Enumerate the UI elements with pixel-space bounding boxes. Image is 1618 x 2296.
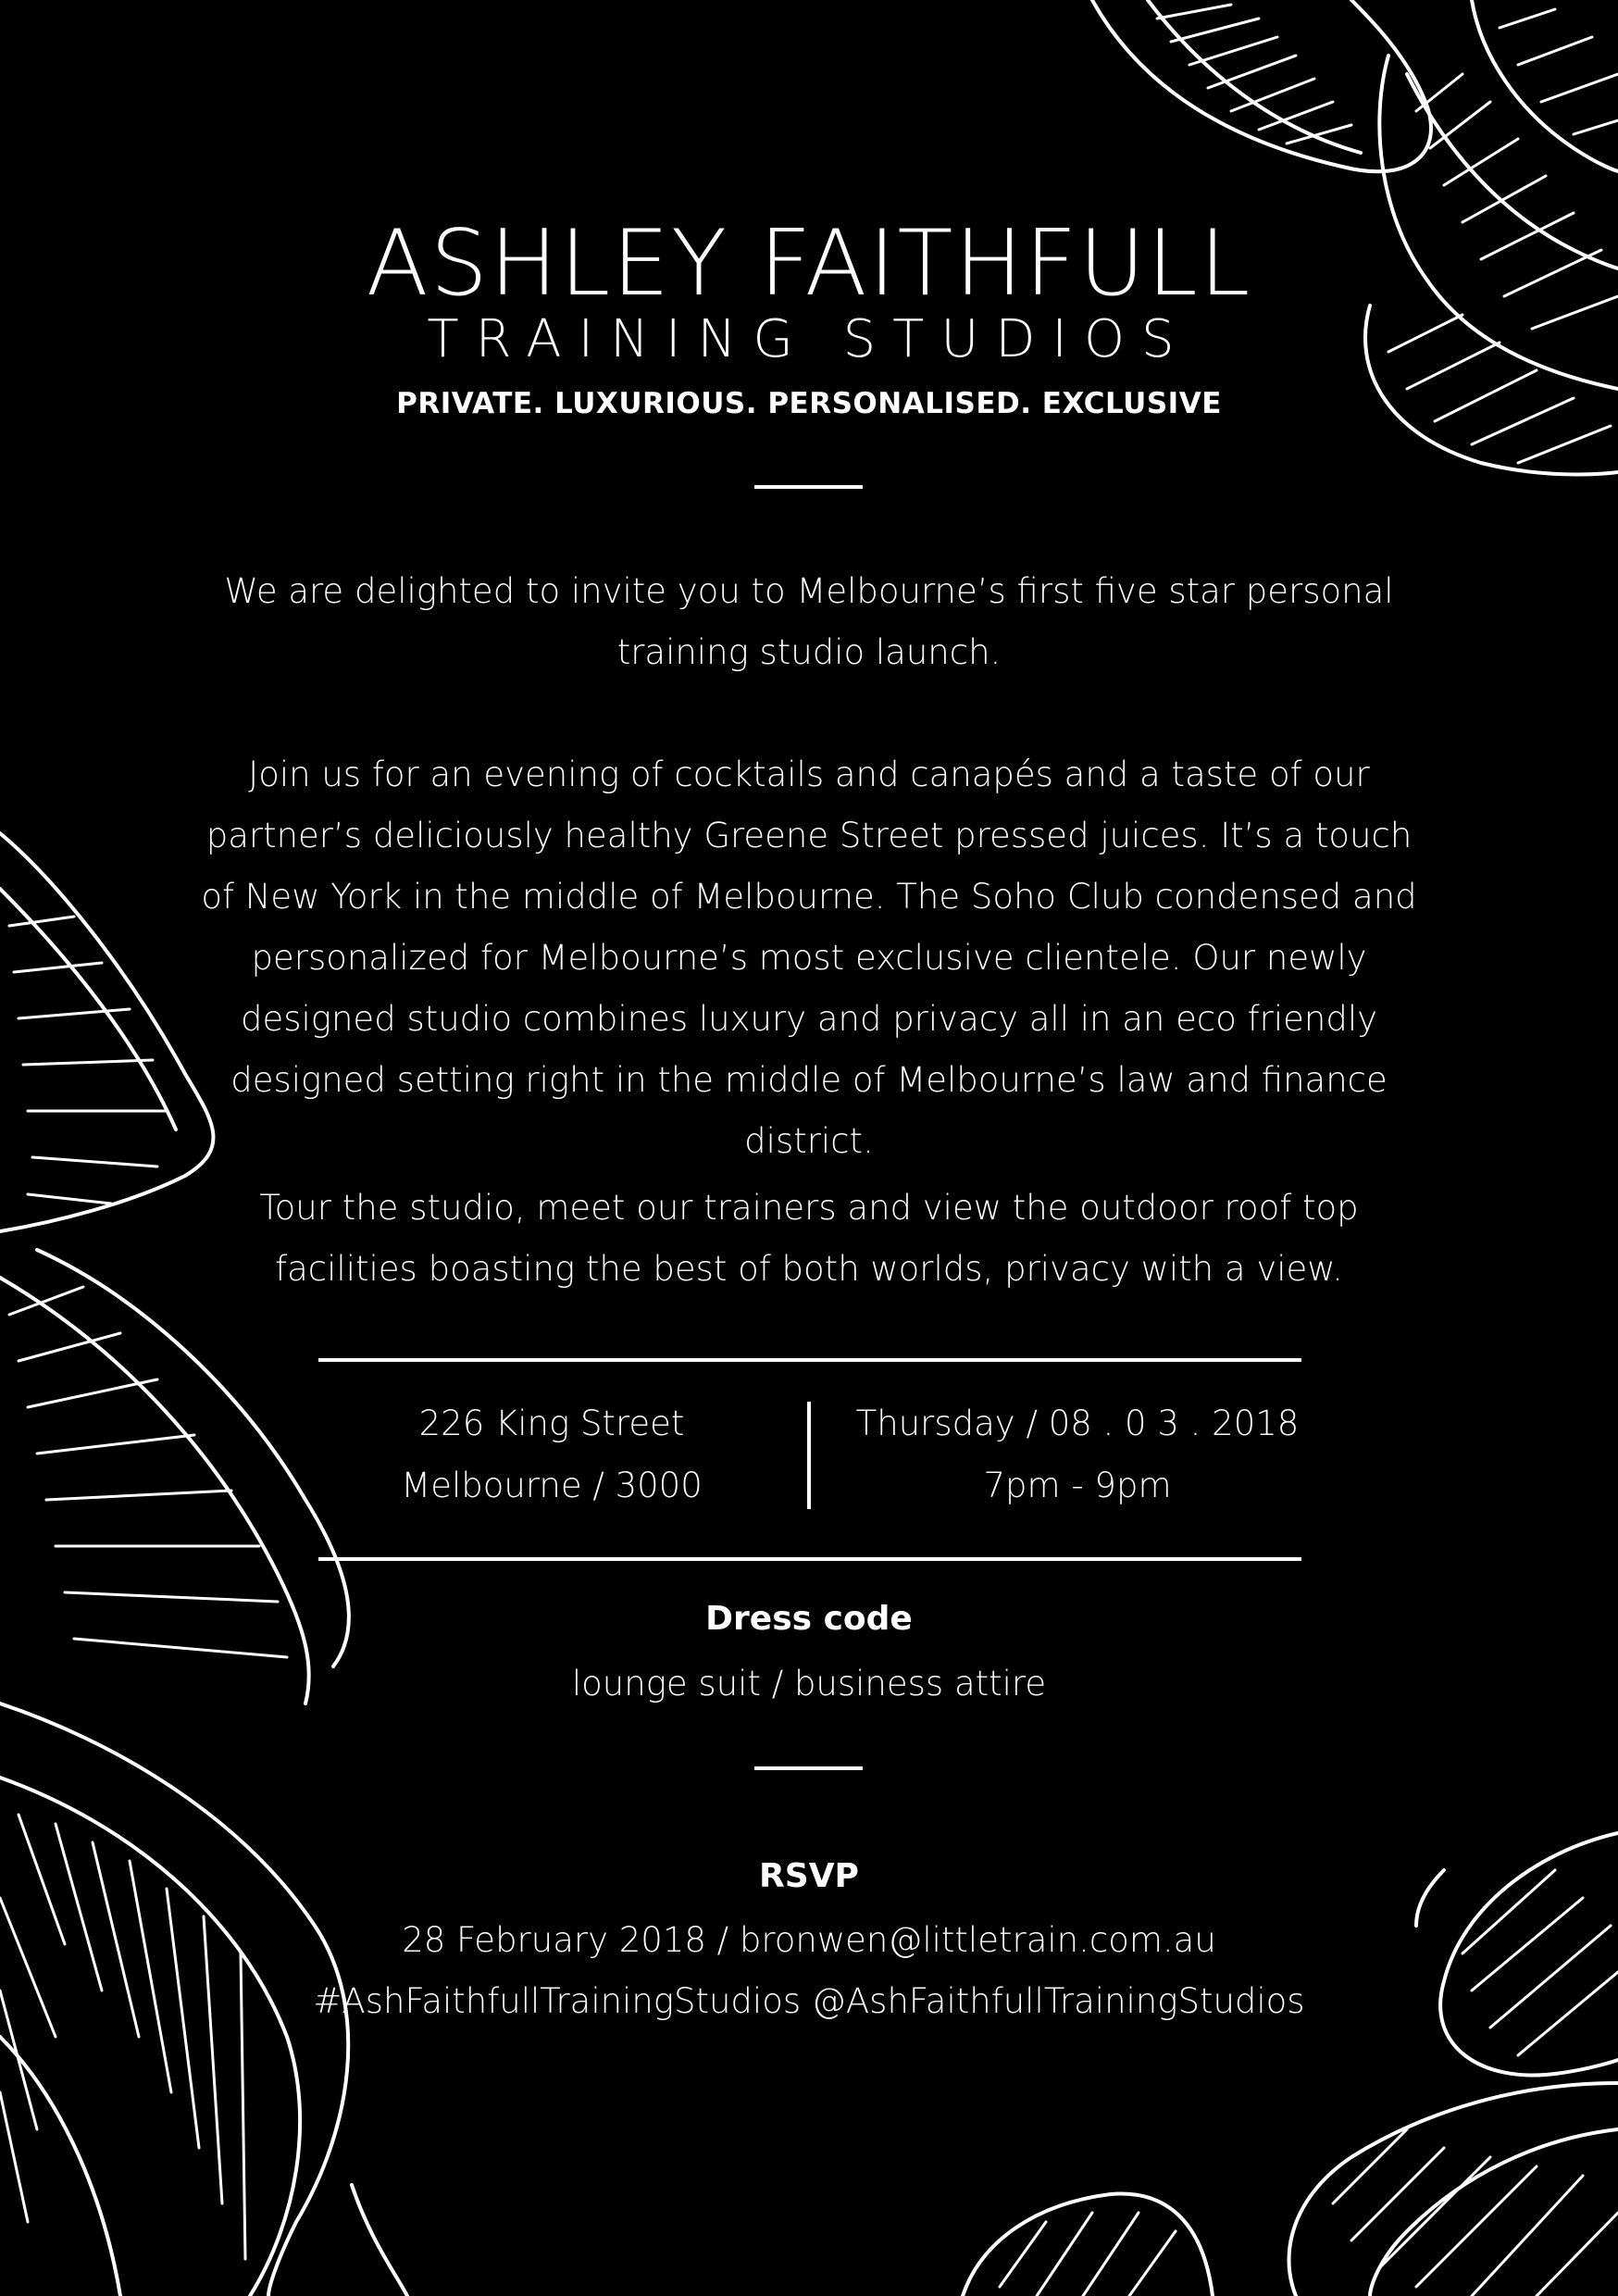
venue-address: [311, 1392, 792, 1516]
tour-paragraph: Tour the studio, meet our trainers and view the outdoor roof top facilities boasting the best of both worlds, privacy with a view.: [259, 1188, 1359, 1289]
rsvp-deadline-email: 28 February 2018 / bronwen@littletrain.com.au: [402, 1920, 1216, 1960]
details-vertical-divider: [807, 1402, 811, 1509]
invitation-paragraph: We are delighted to invite you to Melbourne’s first five star personal training studio launch.: [224, 571, 1394, 672]
event-datetime: [837, 1392, 1318, 1516]
divider-short-bottom: [754, 1766, 863, 1770]
divider-short-top: [754, 485, 863, 489]
rsvp-heading: RSVP: [759, 1857, 859, 1895]
event-date: Thursday / 08 . 0 3 . 2018: [855, 1404, 1300, 1443]
bottom-right-leaves: [963, 1833, 1618, 2296]
brand-tagline: PRIVATE. LUXURIOUS. PERSONALISED. EXCLUSIVE: [396, 387, 1222, 420]
address-line-1: 226 King Street: [418, 1404, 685, 1443]
details-rule-bottom: [318, 1557, 1301, 1561]
address-line-2: Melbourne / 3000: [401, 1466, 703, 1505]
details-rule-top: [318, 1358, 1301, 1362]
brand-subtitle: TRAINING STUDIOS: [427, 309, 1191, 369]
dress-code-heading: Dress code: [705, 1600, 913, 1638]
event-description-paragraph: Join us for an evening of cocktails and canapés and a taste of our partner’s deliciously healthy Greene Street pressed juices. It’s a touch of New York in the middle of Melbourne. The Soho Club condensed and personalized for Melbourne’s most exclusive clientele. Our newly designed studio combines luxury and privacy all in an eco friendly designed setting right in the middle of Melbourne’s law and finance district.: [201, 755, 1417, 1161]
brand-title: ASHLEY FAITHFULL: [366, 211, 1252, 317]
social-hashtags: #AshFaithfullTrainingStudios @AshFaithfullTrainingStudios: [313, 1981, 1305, 2021]
event-time: 7pm - 9pm: [983, 1466, 1172, 1505]
dress-code-value: lounge suit / business attire: [571, 1664, 1047, 1703]
